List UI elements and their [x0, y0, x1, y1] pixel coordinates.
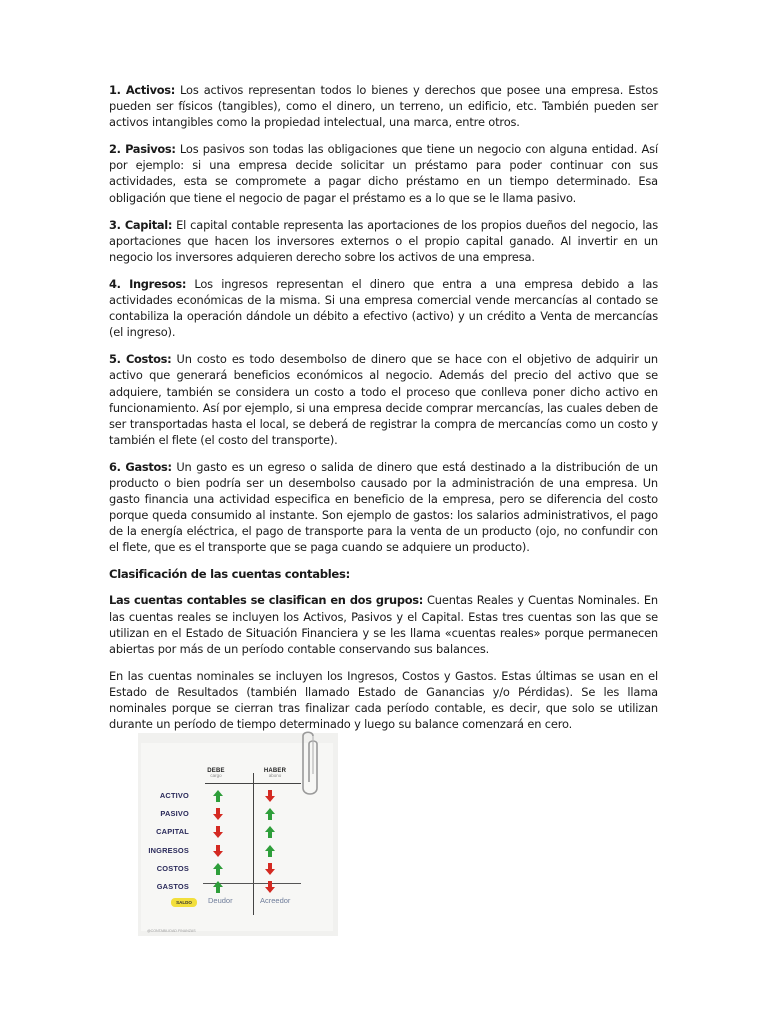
- arrow-up-icon: [265, 826, 275, 838]
- arrow-down-icon: [265, 790, 275, 802]
- arrow-up-icon: [265, 808, 275, 820]
- paragraph-ingresos: [109, 276, 658, 340]
- account-label: PASIVO: [160, 809, 189, 819]
- term-label: 4. Ingresos:: [109, 276, 187, 291]
- term-label: 1. Activos:: [109, 83, 175, 97]
- debe-subtitle: cargo: [210, 773, 222, 778]
- paragraph-classification-intro: [109, 592, 658, 656]
- document-body: [109, 82, 658, 743]
- arrow-down-icon: [213, 845, 223, 857]
- arrow-up-icon: [213, 863, 223, 875]
- account-label: INGRESOS: [148, 845, 189, 855]
- term-label: 2. Pasivos:: [109, 142, 176, 157]
- arrow-down-icon: [213, 826, 223, 838]
- arrow-down-icon: [213, 808, 223, 820]
- intro-text: Cuentas Reales y Cuentas Nominales. En las cuentas reales se incluyen los Activos, Pasivos y el Capital. Estas tres cuentas son las que se utilizan en el Estado de Situación Financiera y se les llama «cuentas reales» porque permanecen abiertas por más de un período contable conservando sus balances.: [109, 593, 658, 656]
- paragraph-nominal-accounts: En las cuentas nominales se incluyen los Ingresos, Costos y Gastos. Estas últimas se usan en el Estado de Resultados (también llamado Estado de Ganancias y/o Pérdidas). Se les llama nominales porque se cierran tras finalizar cada período contable, es decir, que solo se utilizan durante un período de tiempo determinado y luego su balance comenzará en cero.: [109, 668, 658, 732]
- account-label: COSTOS: [156, 863, 189, 873]
- debe-title: DEBE: [207, 768, 225, 774]
- paragraph-pasivos: [109, 141, 658, 205]
- term-label: 6. Gastos:: [109, 459, 172, 474]
- account-label: ACTIVO: [159, 791, 189, 800]
- arrow-up-icon: [265, 845, 275, 857]
- term-label: 5. Costos:: [109, 352, 172, 367]
- figure-credit: @CONTABILIDAD.FINANZAS: [147, 929, 196, 933]
- paragraph-costos: [109, 351, 658, 448]
- deudor-label: Deudor: [208, 896, 233, 905]
- paragraph-gastos: [109, 459, 658, 556]
- haber-subtitle: abono: [268, 773, 282, 778]
- saldo-badge: SALDO: [171, 898, 197, 907]
- term-label: 3. Capital:: [109, 217, 173, 232]
- debe-header: [201, 768, 231, 778]
- term-text: Los activos representan todos lo bienes y derechos que posee una empresa. Estos pueden ser físicos (tangibles), como el dinero, un terreno, un edificio, etc. También pueden ser activos intangibles como la propiedad intelectual, una marca, entre otros.: [109, 83, 658, 130]
- term-text: El capital contable representa las aportaciones de los propios dueños del negocio, las aportaciones que hacen los inversores externos o el propio capital ganado. Al invertir en un negocio los inversores adquieren derecho sobre los activos de una empresa.: [109, 217, 658, 264]
- section-heading: Clasificación de las cuentas contables:: [109, 567, 350, 582]
- acreedor-label: Acreedor: [260, 896, 291, 905]
- account-label: CAPITAL: [156, 827, 189, 837]
- arrow-down-icon: [265, 863, 275, 875]
- arrow-up-icon: [213, 881, 223, 893]
- term-text: Los ingresos representan el dinero que entra a una empresa debido a las actividades económicas de la misma. Si una empresa comercial vende mercancías al contado se contabiliza la operación dándole un débito a efectivo (activo) y un crédito a Venta de mercancías (el ingreso).: [109, 276, 658, 340]
- arrow-up-icon: [213, 790, 223, 802]
- paperclip-icon: [293, 730, 325, 802]
- term-text: Un costo es todo desembolso de dinero que se hace con el objetivo de adquirir un activo que generará beneficios económicos al negocio. Además del precio del activo que se adquiere, también se considera un costo a todo el proceso que conlleva poner dicho activo en funcionamiento. Así por ejemplo, si una empresa decide comprar mercancías, las cuales deben de ser transportadas hasta el local, se deberá de registrar la compra de mercancías como un costo y también el flete (el costo del transporte).: [109, 352, 658, 447]
- paragraph-activos: [109, 82, 658, 130]
- haber-title: HABER: [263, 768, 287, 774]
- haber-header: [257, 768, 293, 778]
- account-label: GASTOS: [156, 882, 189, 891]
- intro-label: Las cuentas contables se clasifican en dos grupos:: [109, 593, 423, 608]
- term-text: Los pasivos son todas las obligaciones que tiene un negocio con alguna entidad. Así por ejemplo: si una empresa decide solicitar un préstamo para poder continuar con sus actividades, esta se compromete a pagar dicho préstamo en un tiempo determinado. Esa obligación que tiene el negocio de pagar el préstamo es a lo que se le llama pasivo.: [109, 142, 658, 205]
- paragraph-capital: [109, 217, 658, 265]
- arrow-down-icon: [265, 881, 275, 893]
- t-account-divider: [253, 773, 254, 915]
- term-text: Un gasto es un egreso o salida de dinero que está destinado a la distribución de un producto o bien podría ser un desembolso causado por la administración de una empresa. Un gasto financia una actividad especifica en beneficio de la empresa, pero se diferencia del costo porque queda consumido al instante. Son ejemplo de gastos: los salarios administrativos, el pago de la energía eléctrica, el pago de transporte para la venta de un producto (ojo, no confundir con el flete, que es el transporte que se paga cuando se adquiere un producto).: [109, 459, 658, 555]
